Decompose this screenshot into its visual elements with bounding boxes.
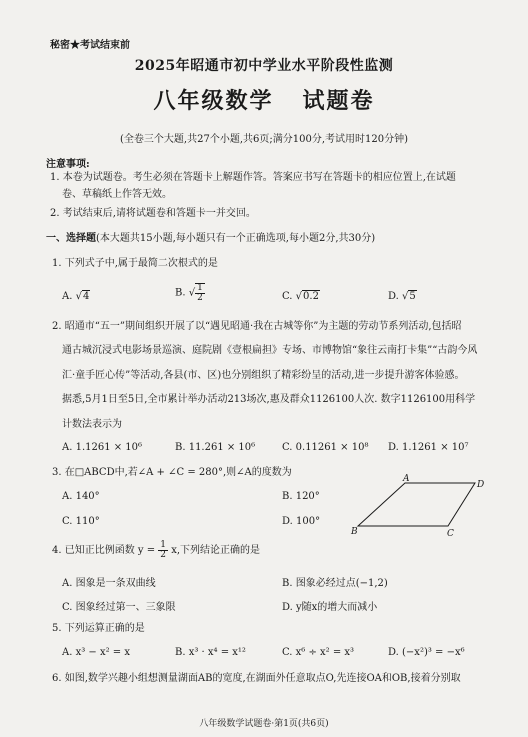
- q2-line1: 2. 昭通市“五一”期间组织开展了以“遇见昭通·我在古城等你”为主题的劳动节系列活动,包括昭: [52, 321, 462, 332]
- page-footer: 八年级数学试题卷·第1页(共6页): [199, 719, 329, 729]
- figure-label-d: D: [477, 480, 485, 490]
- q4-stem-post: x,下列结论正确的是: [171, 545, 261, 556]
- q1-option-c: C. √0.2: [282, 291, 319, 302]
- q1-a-radicand: 4: [82, 291, 90, 302]
- q2-line4: 据悉,5月1日至5日,全市累计举办活动213场次,惠及群众1126100人次. 数字1126100用科学: [62, 394, 476, 405]
- q6-line1: 6. 如图,数学兴趣小组想测量湖面AB的宽度,在湖面外任意取点O,先连接OA和OB,接着分别取: [52, 673, 461, 684]
- parallelogram-figure: [345, 473, 495, 543]
- notice-heading: 注意事项:: [46, 159, 90, 170]
- q2-option-b: B. 11.261 × 10⁶: [175, 442, 256, 453]
- q4-option-a: A. 图象是一条双曲线: [62, 578, 156, 589]
- q1-b-fraction: [195, 283, 205, 303]
- q5-option-d: D. (−x²)³ = −x⁶: [388, 647, 465, 658]
- q4-fraction: [158, 541, 168, 560]
- q1-d-label: D.: [388, 291, 399, 302]
- q1-option-a: A. √4: [62, 291, 90, 302]
- subject-title: 八年级数学 试题卷: [153, 88, 375, 114]
- q2-option-d: D. 1.1261 × 10⁷: [388, 442, 469, 453]
- q4-frac-denominator: 2: [160, 550, 167, 560]
- figure-label-a: A: [403, 474, 410, 484]
- q3-option-a: A. 140°: [62, 491, 100, 502]
- q4-option-d: D. y随x的增大而减小: [282, 602, 378, 613]
- q1-c-label: C.: [282, 291, 293, 302]
- q2-option-a: A. 1.1261 × 10⁶: [62, 442, 143, 453]
- q2-line3: 汇·童手匠心传”等活动,各县(市、区)也分别组织了精彩纷呈的活动,进一步提升游客体验感。: [62, 370, 465, 381]
- q5-option-a: A. x³ − x² = x: [62, 647, 130, 658]
- exam-note: (全卷三个大题,共27个小题,共6页;满分100分,考试用时120分钟): [120, 134, 408, 145]
- section1-desc: (本大题共15小题,每小题只有一个正确选项,每小题2分,共30分): [96, 233, 376, 244]
- q3-option-c: C. 110°: [62, 516, 100, 527]
- parallelogram-abcd: [358, 483, 475, 526]
- q4-option-c: C. 图象经过第一、三象限: [62, 602, 176, 613]
- q1-stem: 1. 下列式子中,属于最简二次根式的是: [52, 258, 218, 269]
- notice-item1-line2: 卷、草稿纸上作答无效。: [62, 189, 172, 200]
- figure-label-c: C: [447, 529, 454, 539]
- section1-title: [46, 232, 375, 245]
- secret-label: 秘密★考试结束前: [50, 40, 130, 51]
- q3-option-b: B. 120°: [282, 491, 320, 502]
- q1-d-radicand: 5: [409, 291, 416, 302]
- notice-item2: 2. 考试结束后,请将试题卷和答题卡一并交回。: [50, 208, 256, 219]
- q4-frac-numerator: 1: [160, 540, 167, 550]
- q2-option-c: C. 0.11261 × 10⁸: [282, 442, 369, 453]
- q1-b-denominator: 2: [197, 293, 203, 303]
- q1-b-numerator: 1: [197, 283, 203, 293]
- q5-option-c: C. x⁶ ÷ x² = x³: [282, 647, 355, 658]
- q1-a-label: A.: [62, 291, 73, 302]
- q3-option-d: D. 100°: [282, 516, 321, 527]
- q1-option-d: D. √5: [388, 291, 416, 302]
- q3-stem: 3. 在□ABCD中,若∠A + ∠C = 280°,则∠A的度数为: [52, 467, 292, 478]
- exam-title: 2025年昭通市初中学业水平阶段性监测: [134, 58, 394, 74]
- q4-option-b: B. 图象必经过点(−1,2): [282, 578, 388, 589]
- figure-label-b: B: [351, 527, 358, 537]
- q1-b-label: B.: [175, 287, 186, 299]
- q1-option-b: B. √ $\frac{1}{2}$: [175, 283, 203, 303]
- q1-c-radicand: 0.2: [303, 291, 319, 302]
- q5-stem: 5. 下列运算正确的是: [52, 623, 145, 634]
- q2-line2: 通古城沉浸式电影场景巡演、庭院剧《壹根扁担》专场、市博物馆“象往云南打卡集”“古韵今风: [62, 345, 478, 356]
- q4-stem: [52, 541, 260, 560]
- q2-line5: 计数法表示为: [62, 419, 122, 430]
- q4-stem-pre: 4. 已知正比例函数 y =: [52, 545, 156, 556]
- section1-heading: 一、选择题: [46, 233, 96, 244]
- notice-item1-line1: 1. 本卷为试题卷。考生必须在答题卡上解题作答。答案应书写在答题卡的相应位置上,在试题: [50, 172, 456, 183]
- q5-option-b: B. x³ · x⁴ = x¹²: [175, 647, 246, 658]
